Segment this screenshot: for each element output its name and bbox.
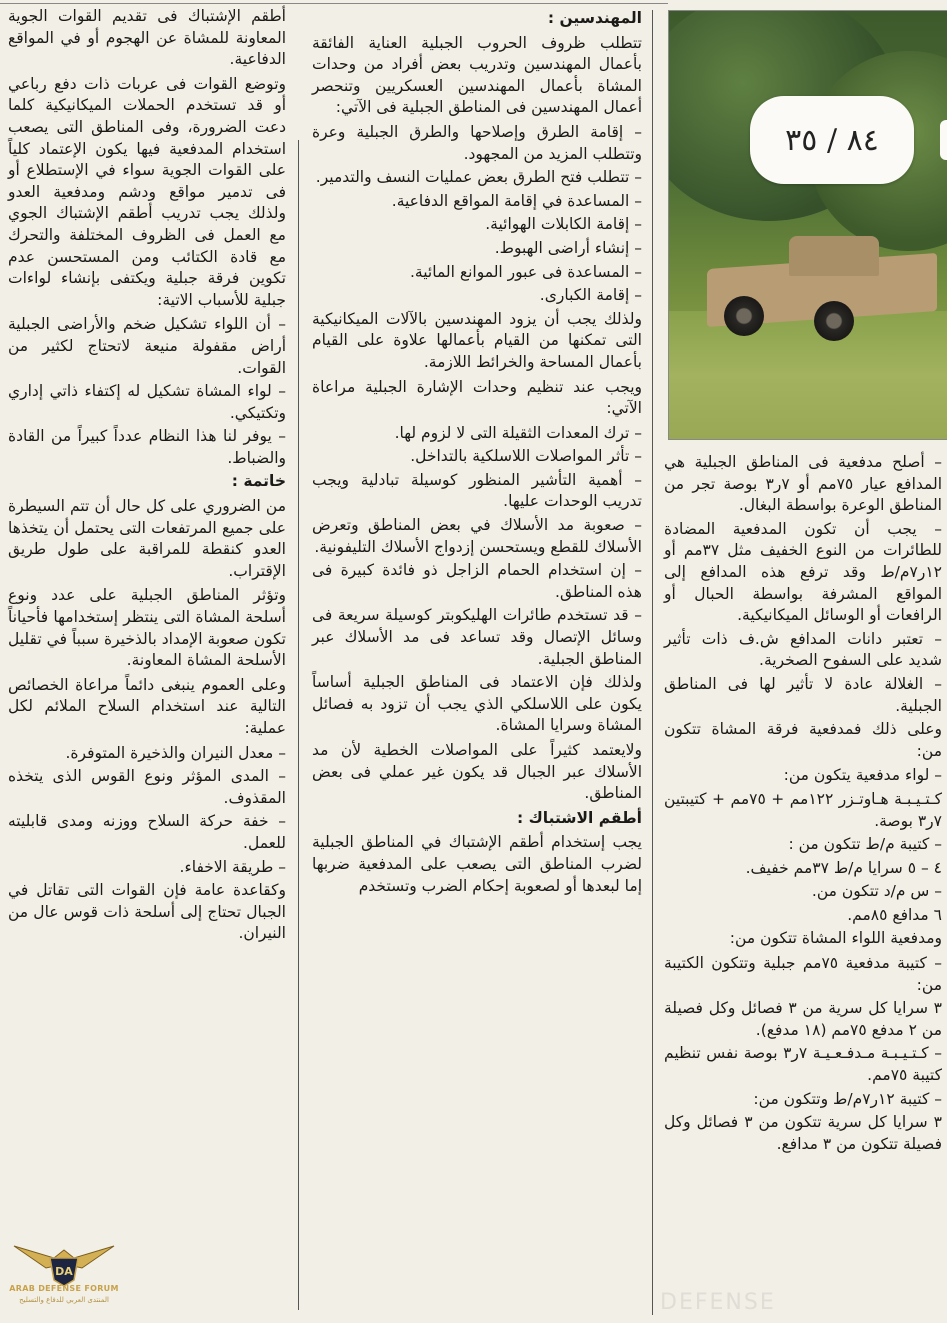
list-item: – إن استخدام الحمام الزاجل ذو فائدة كبيرة فى هذه المناطق.: [312, 561, 642, 601]
logo-name: ARAB DEFENSE FORUM: [9, 1284, 119, 1293]
list-item: ٤ – ٥ سرايا م/ط ٣٧مم خفيف.: [745, 858, 942, 877]
column-divider-left: [298, 140, 299, 1310]
top-rule: [0, 3, 668, 4]
page-reference-badge: ٨٤ / ٣٥: [750, 96, 914, 184]
military-vehicle-photo: [668, 10, 947, 440]
list-item: – تتطلب فتح الطرق بعض عمليات النسف والتدمير.: [315, 168, 642, 187]
paragraph: تتطلب ظروف الحروب الجبلية العناية الفائقة بأعمال المهندسين وتدريب بعض أفراد من وحدات المشاة بأعمال المهندسين العسكريين وتنحصر أعمال المهندسين فى المناطق الجبلية فى الآتي:: [312, 33, 642, 117]
list-item: – تأثر المواصلات اللاسلكية بالتداخل.: [410, 447, 642, 466]
list-item: – كتيبة ١٢ر٧م/ط وتتكون من:: [753, 1089, 942, 1108]
list-item: – إنشاء أراضى الهبوط.: [494, 238, 642, 257]
list-item: – كـتـيـبـة مـدفـعـيـة ٧ر٣ بوصة نفس تنظيم كتيبة ٧٥مم.: [664, 1044, 942, 1085]
list-item: – الغلالة عادة لا تأثير لها فى المناطق الجبلية.: [664, 674, 942, 715]
list-item: ٣ سرايا كل سرية تتكون من ٣ فصائل وكل فصيلة تتكون من ٣ مدافع.: [664, 1113, 942, 1153]
list-item: – تعتبر دانات المدافع ش.ف ذات تأثير شديد على السفوح الصخرية.: [664, 629, 942, 670]
paragraph: ولذلك يجب أن يزود المهندسين بالآلات الميكانيكية التى تمكنها من القيام بأعمالها علاوة على القيام بأعمال المساحة والخرائط اللازمة.: [312, 309, 642, 371]
list-item: – لواء المشاة تشكيل له إكتفاء ذاتي إداري وتكتيكي.: [8, 382, 286, 422]
paragraph: وتؤثر المناطق الجبلية على عدد ونوع أسلحة المشاة التى ينتظر إستخدامها فأحياناً تكون صعوبة الإمداد بالذخيرة سبباً في تقليل الأسلحة المشاة المعاونة.: [8, 586, 286, 670]
list-item: – إقامة الطرق وإصلاحها والطرق الجبلية وعرة وتتطلب المزيد من المجهود.: [312, 122, 642, 163]
logo-subtitle: المنتدى العربي للدفاع والتسليح: [19, 1296, 109, 1304]
paragraph: أطقم الإشتباك فى تقديم القوات الجوية المعاونة للمشاة عن الهجوم أو في المواقع الدفاعية.: [8, 7, 286, 69]
paragraph: وعلى ذلك فمدفعية فرقة المشاة تتكون من:: [664, 720, 942, 760]
list-item: ٦ مدافع ٨٥مم.: [847, 905, 942, 924]
paragraph: وعلى العموم ينبغى دائماً مراعاة الخصائص التالية عند استخدام السلاح الملائم لكل عملية:: [8, 675, 286, 737]
watermark: DEFENSE: [660, 1290, 776, 1315]
list-item: – طريقة الاخفاء.: [179, 857, 286, 876]
list-item: – يجب أن تكون المدفعية المضادة للطائرات من النوع الخفيف مثل ٣٧مم أو ١٢ر٧م/ط وقد ترفع هذه المدافع إلى المواقع المشرفة بواسطة الحبال أو الرافعات أو الوسائل الميكانيكية.: [664, 519, 942, 625]
arab-defense-forum-logo: [4, 1228, 124, 1322]
list-item: – المساعدة فى عبور الموانع المائية.: [410, 262, 642, 281]
paragraph: ويجب عند تنظيم وحدات الإشارة الجبلية مراعاة الآتي:: [312, 377, 642, 418]
paragraph: وكقاعدة عامة فإن القوات التى تقاتل في الجبال تحتاج إلى أسلحة ذات قوس عال من النيران.: [8, 881, 286, 943]
list-item: ٣ سرايا كل سرية من ٣ فصائل وكل فصيلة من ٢ مدفع ٧٥مم (١٨ مدفع).: [664, 999, 942, 1039]
list-item: – قد تستخدم طائرات الهليكوبتر كوسيلة سريعة فى وسائل الإتصال وقد تساعد فى مد الأسلاك عبر المناطق الجبلية.: [312, 606, 642, 668]
list-item: – خفة حركة السلاح ووزنه ومدى قابليته للعمل.: [8, 812, 286, 852]
paragraph: ولذلك فإن الاعتماد فى المناطق الجبلية أساساً يكون على اللاسلكي الذي يجب أن تزود به فصائل المشاة وسرايا المشاة.: [312, 673, 642, 735]
paragraph: يجب إستخدام أطقم الإشتباك في المناطق الجبلية لضرب المناطق التى يصعب على المدفعية ضربها إما لبعدها أو لصعوبة إحكام الضرب وتستخدم: [312, 833, 642, 895]
text-column-middle: [312, 6, 642, 900]
list-item: – معدل النيران والذخيرة المتوفرة.: [65, 743, 286, 762]
list-item: – ترك المعدات الثقيلة التى لا لزوم لها.: [394, 423, 642, 442]
list-item: – إقامة الكابلات الهوائية.: [485, 215, 642, 234]
list-item: كـتـيـبـة هـاوتـزر ١٢٢مم + ٧٥مم + كتيبتين ٧ر٣ بوصة.: [664, 789, 942, 830]
list-item: – المدى المؤثر ونوع القوس الذى يتخذه المقذوف.: [8, 767, 286, 807]
paragraph: من الضروري على كل حال أن تتم السيطرة على جميع المرتفعات التى يحتمل أن يتخذها العدو كنقطة للمراقبة على طول طريق الإقتراب.: [8, 497, 286, 580]
section-heading: أطقم الاشتباك :: [517, 808, 642, 827]
section-heading: خاتمة :: [231, 472, 286, 491]
list-item: – أهمية التأشير المنظور كوسيلة تبادلية ويجب تدريب الوحدات عليها.: [312, 470, 642, 511]
text-column-right: [664, 452, 942, 1157]
paragraph: وتوضع القوات فى عربات ذات دفع رباعي أو قد تستخدم الحملات الميكانيكية كلما دعت الضرورة، وفى المناطق التى يصعب استخدام المدفعية فيها يكون الإعتماد كلياً على القوات الجوية سواء في الإستطلاع أو فى تدمير مواقع ودشم ومدفعية العدو ولذلك يجب تدريب أطقم الإشتباك الجوي مع العمل فى الظروف المختلفة والتحرك مع قادة الكتائب ومن المستحسن عدم تكوين فرقة جبلية ويكتفى بإنشاء لواءات جبلية للأسباب الاتية:: [8, 74, 286, 309]
list-item: – لواء مدفعية يتكون من:: [783, 766, 942, 785]
list-item: – أن اللواء تشكيل ضخم والأراضى الجبلية أراض مقفولة منيعة لاتحتاج لكثير من القوات.: [8, 315, 286, 377]
section-heading: المهندسين :: [547, 9, 642, 27]
list-item: – أصلح مدفعية فى المناطق الجبلية هي المدافع عيار ٧٥مم أو ٧ر٣ بوصة تجر من المناطق الوعرة بواسطة البغال.: [664, 453, 942, 515]
column-divider-right: [652, 10, 653, 1315]
paragraph: ومدفعية اللواء المشاة تتكون من:: [729, 929, 942, 948]
logo-mark: DA: [55, 1265, 73, 1278]
list-item: – كتيبة مدفعية ٧٥مم جبلية وتتكون الكتيبة من:: [664, 954, 942, 994]
text-column-left: [8, 6, 286, 948]
list-item: – صعوبة مد الأسلاك في بعض المناطق وتعرض الأسلاك للقطع ويستحسن إزدواج الأسلاك التليفونية.: [312, 516, 642, 556]
list-item: – س م/د تتكون من.: [811, 882, 942, 901]
eagle-icon: [4, 1228, 124, 1288]
paragraph: ولايعتمد كثيراً على المواصلات الخطية لأن مد الأسلاك عبر الجبال قد يكون غير عملي فى بعض المناطق.: [312, 741, 642, 803]
list-item: – كتيبة م/ط تتكون من :: [788, 835, 942, 854]
list-item: – يوفر لنا هذا النظام عدداً كبيراً من القادة والضباط.: [8, 427, 286, 467]
list-item: – إقامة الكبارى.: [539, 286, 642, 305]
edge-tab: [940, 120, 947, 160]
list-item: – المساعدة في إقامة المواقع الدفاعية.: [391, 191, 642, 210]
